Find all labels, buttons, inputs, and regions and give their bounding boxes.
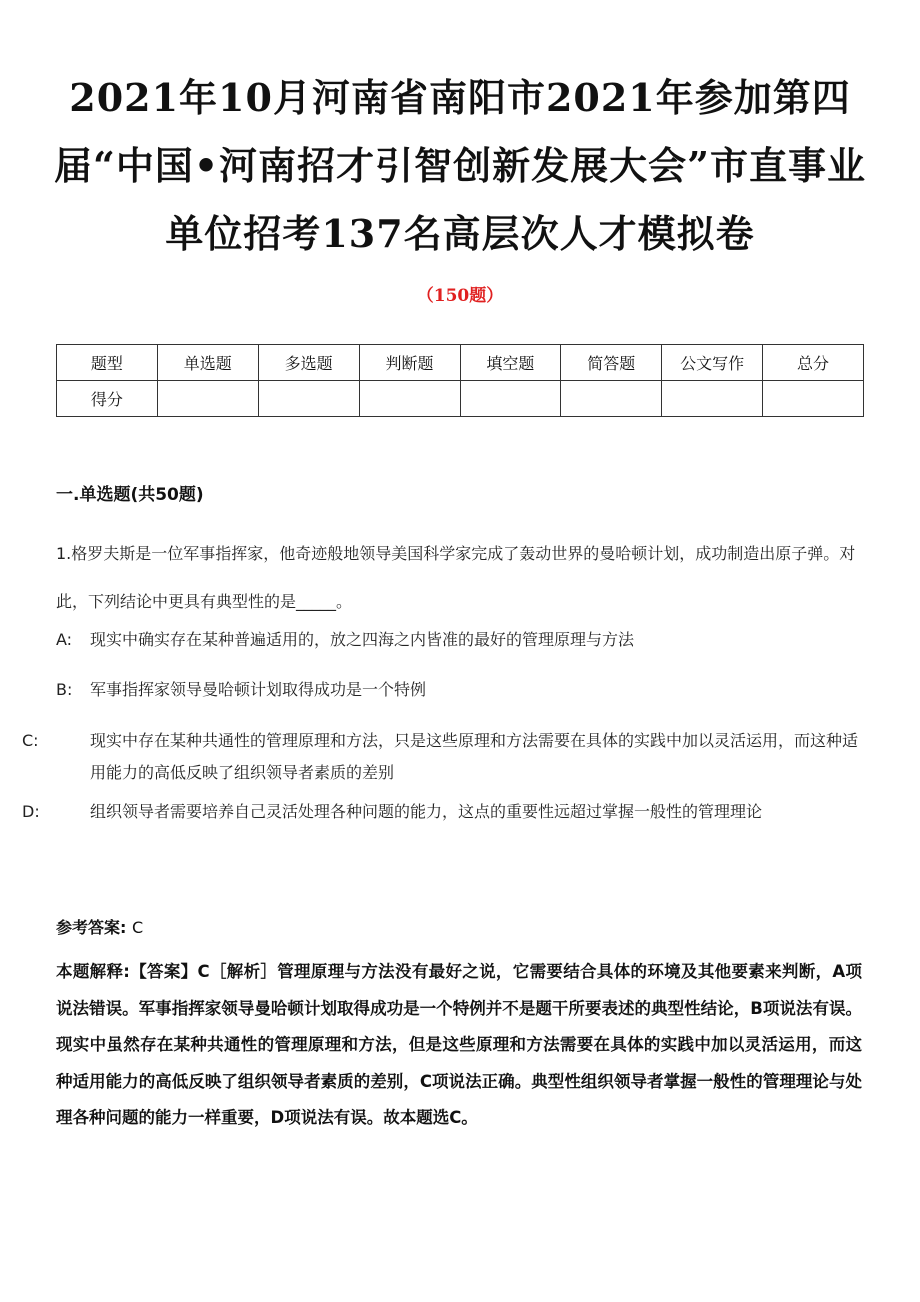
option-text: 现实中存在某种共通性的管理原理和方法，只是这些原理和方法需要在具体的实践中加以灵活运用，而这种适用能力的高低反映了组织领导者素质的差别 xyxy=(90,731,859,782)
table-header-cell: 多选题 xyxy=(258,345,359,381)
table-cell xyxy=(561,381,662,417)
document-title: 2021年10月河南省南阳市2021年参加第四届“中国•河南招才引智创新发展大会”市直事业单位招考137名高层次人才模拟卷 xyxy=(53,75,866,256)
section-heading: 一.单选题(共50题) xyxy=(56,485,204,505)
answer-label: 参考答案: xyxy=(56,918,127,937)
option-letter: A: xyxy=(56,630,73,649)
option-letter: B: xyxy=(56,680,73,699)
answer-value: C xyxy=(131,918,144,937)
question-stem: 1.格罗夫斯是一位军事指挥家，他奇迹般地领导美国科学家完成了轰动世界的曼哈顿计划，成功制造出原子弹。对此，下列结论中更具有典型性的是_____。 xyxy=(56,544,856,611)
option-d xyxy=(22,795,860,829)
answer-explanation: 本题解释:【答案】C［解析］管理原理与方法没有最好之说，它需要结合具体的环境及其他要素来判断，A项说法错误。军事指挥家领导曼哈顿计划取得成功是一个特例并不是题干所要表述的典型性结论，B项说法有误。现实中虽然存在某种共通性的管理原理和方法，但是这些原理和方法需要在具体的实践中加以灵活运用，而这种适用能力的高低反映了组织领导者素质的差别，C项说法正确。典型性组织领导者掌握一般性的管理理论与处理各种问题的能力一样重要，D项说法有误。故本题选C。 xyxy=(56,962,862,1127)
option-b xyxy=(56,677,860,700)
reference-answer xyxy=(56,915,143,938)
table-header-cell: 简答题 xyxy=(561,345,662,381)
table-row-label: 得分 xyxy=(57,381,158,417)
option-letter: C: xyxy=(22,731,39,750)
question-count: （150题） xyxy=(416,286,504,306)
table-header-cell: 判断题 xyxy=(359,345,460,381)
table-header-cell: 题型 xyxy=(57,345,158,381)
table-cell xyxy=(258,381,359,417)
table-header-cell: 填空题 xyxy=(460,345,561,381)
option-c xyxy=(22,725,860,789)
option-a xyxy=(56,627,860,650)
option-text: 现实中确实存在某种普遍适用的，放之四海之内皆准的最好的管理原理与方法 xyxy=(90,630,635,649)
table-cell xyxy=(157,381,258,417)
table-cell xyxy=(763,381,864,417)
option-text: 军事指挥家领导曼哈顿计划取得成功是一个特例 xyxy=(90,680,427,699)
option-text: 组织领导者需要培养自己灵活处理各种问题的能力，这点的重要性远超过掌握一般性的管理理论 xyxy=(90,802,763,821)
option-letter: D: xyxy=(22,802,40,821)
table-cell xyxy=(460,381,561,417)
table-header-cell: 总分 xyxy=(763,345,864,381)
score-table xyxy=(56,344,864,417)
table-header-cell: 公文写作 xyxy=(662,345,763,381)
table-header-cell: 单选题 xyxy=(157,345,258,381)
table-cell xyxy=(662,381,763,417)
score-table-score-row xyxy=(57,381,864,417)
table-cell xyxy=(359,381,460,417)
score-table-header-row xyxy=(57,345,864,381)
